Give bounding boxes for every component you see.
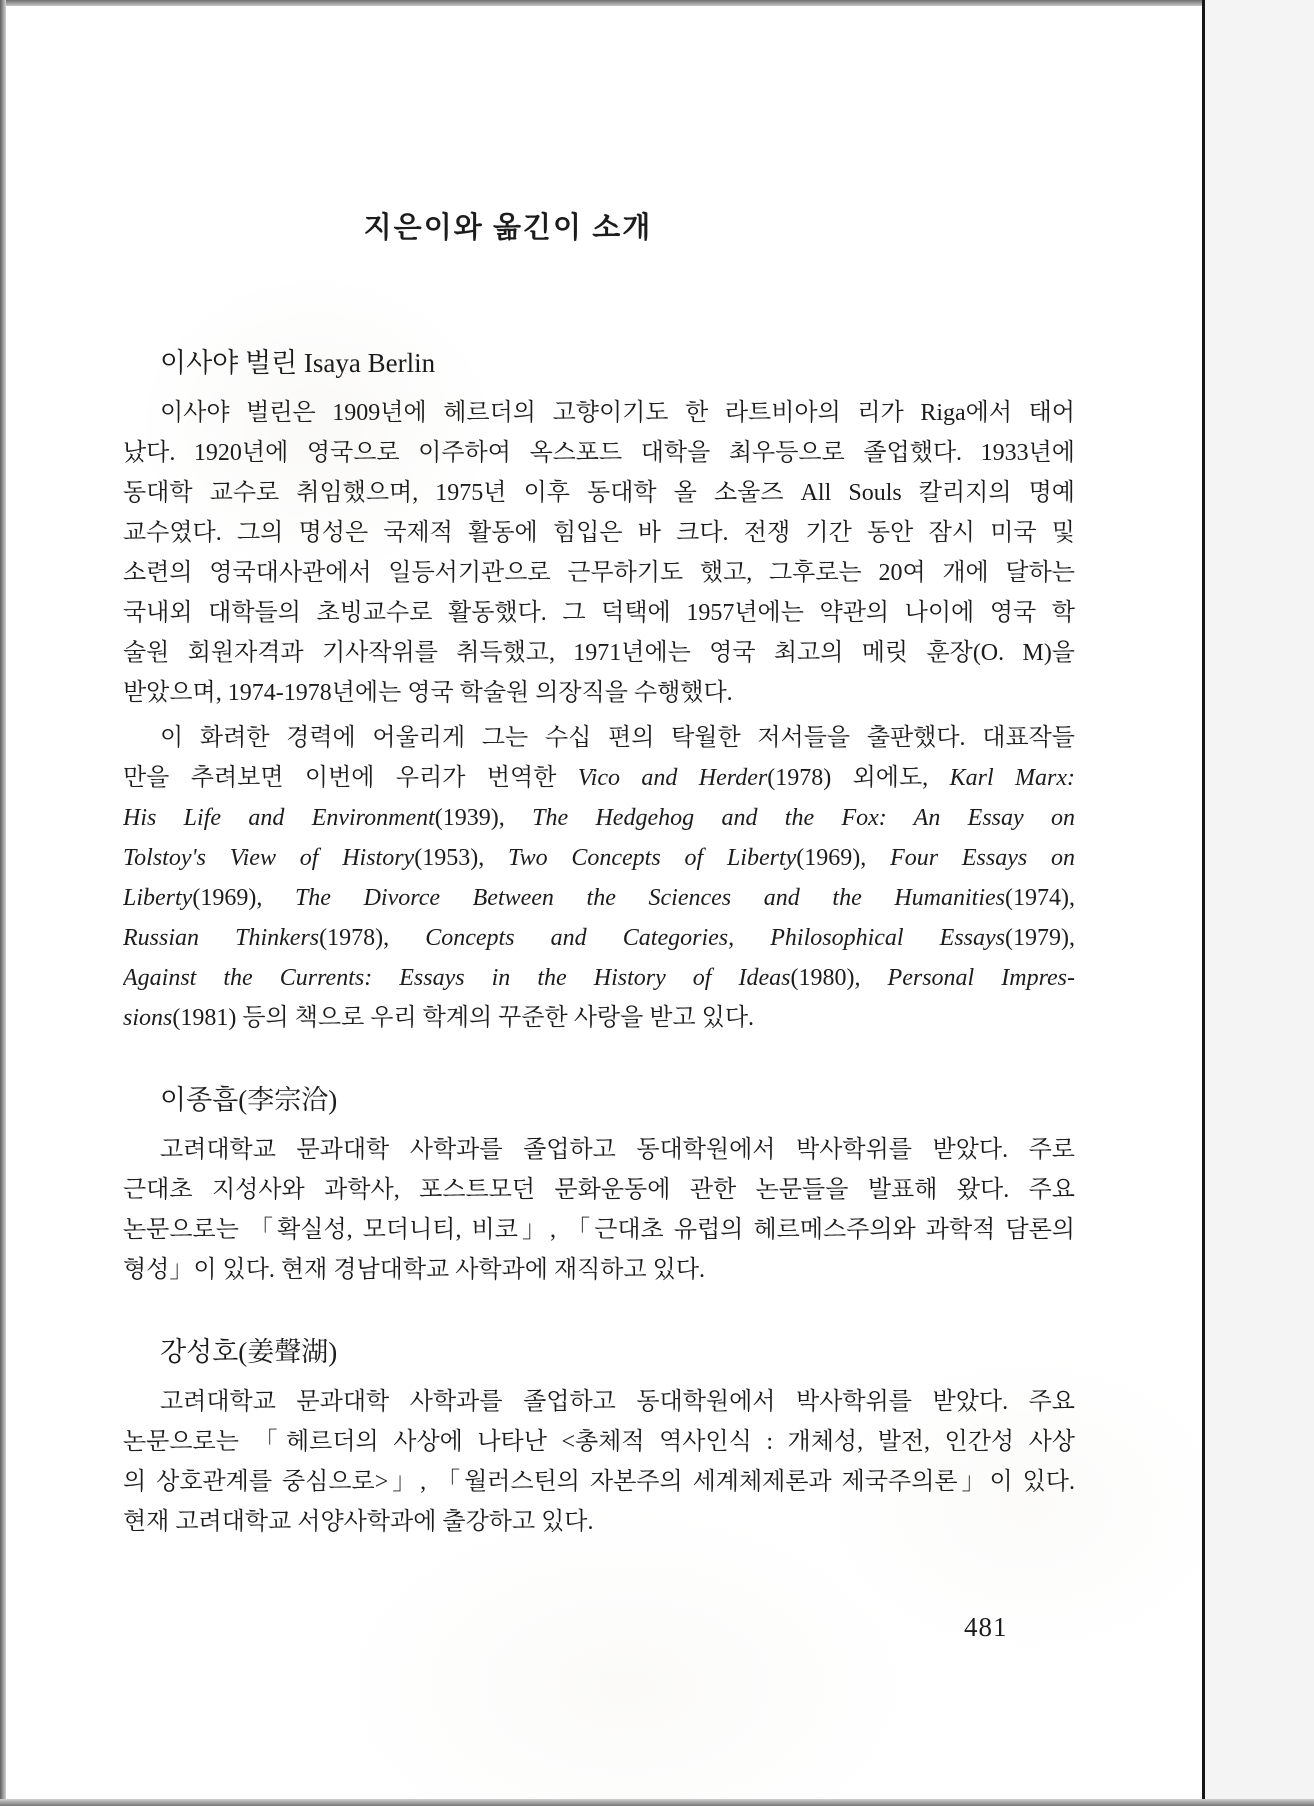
- book-title: His Life and Environment: [123, 805, 435, 831]
- text-run: (1980),: [790, 965, 888, 991]
- text-run: (1969),: [192, 885, 295, 911]
- text-run: (1969),: [796, 845, 891, 871]
- text-line: [123, 1422, 1075, 1462]
- text-run: (1974),: [1005, 885, 1075, 911]
- book-title: The Hedgehog and the Fox: An Essay on: [532, 805, 1075, 831]
- text-run: 소련의 영국대사관에서 일등서기관으로 근무하기도 했고, 그후로는 20여 개에 달하는: [123, 560, 1075, 586]
- section-heading: 이종흡(李宗洽): [160, 1085, 338, 1115]
- scan-right-gutter: [1202, 0, 1314, 1806]
- scan-border-bottom: [0, 1799, 1314, 1806]
- text-run: (1981) 등의 책으로 우리 학계의 꾸준한 사랑을 받고 있다.: [172, 1005, 755, 1031]
- text-run: 논문으로는 「확실성, 모더니티, 비코」, 「근대초 유럽의 헤르메스주의와 과학적 담론의: [123, 1217, 1075, 1243]
- book-title: Two Concepts of Liberty: [508, 845, 797, 871]
- text-line: [123, 838, 1075, 878]
- paragraph: [123, 1130, 1075, 1290]
- text-line: [123, 593, 1075, 633]
- text-run: 이사야 벌린은 1909년에 헤르더의 고향이기도 한 라트비아의 리가 Riga에서 태어: [160, 400, 1075, 426]
- text-run: 났다. 1920년에 영국으로 이주하여 옥스포드 대학을 최우등으로 졸업했다. 1933년에: [123, 440, 1075, 466]
- book-title: Against the Currents: Essays in the History of Ideas: [123, 965, 791, 991]
- text-line: [123, 1170, 1075, 1210]
- text-run: 고려대학교 문과대학 사학과를 졸업하고 동대학원에서 박사학위를 받았다. 주로: [160, 1137, 1075, 1163]
- text-line: [123, 553, 1075, 593]
- text-line: [123, 958, 1075, 998]
- book-title: Liberty: [123, 885, 193, 911]
- text-run: (1953),: [414, 845, 508, 871]
- text-run: (1978),: [319, 925, 426, 951]
- sections-container: [123, 343, 1075, 1584]
- paragraph: [123, 718, 1075, 1038]
- text-run: 교수였다. 그의 명성은 국제적 활동에 힘입은 바 크다. 전쟁 기간 동안 잠시 미국 및: [123, 520, 1075, 546]
- text-run: 이 화려한 경력에 어울리게 그는 수십 편의 탁월한 저서들을 출판했다. 대표작들: [160, 725, 1075, 751]
- paragraph: [123, 393, 1075, 713]
- text-run: 근대초 지성사와 과학사, 포스트모던 문화운동에 관한 논문들을 발표해 왔다. 주요: [123, 1177, 1075, 1203]
- text-line: [123, 918, 1075, 958]
- text-run: 만을 추려보면 이번에 우리가 번역한: [123, 765, 578, 791]
- text-line: [123, 1210, 1075, 1250]
- page-surface: [6, 6, 1202, 1799]
- text-run: 국내외 대학들의 초빙교수로 활동했다. 그 덕택에 1957년에는 약관의 나이에 영국 학: [123, 600, 1075, 626]
- text-run: 받았으며, 1974-1978년에는 영국 학술원 의장직을 수행했다.: [123, 680, 733, 706]
- book-title: Four Essays on: [890, 845, 1075, 871]
- text-run: (1978) 외에도,: [767, 765, 950, 791]
- text-run: 현재 고려대학교 서양사학과에 출강하고 있다.: [123, 1509, 594, 1535]
- text-run: 술원 회원자격과 기사작위를 취득했고, 1971년에는 영국 최고의 메릿 훈장(O. M)을: [123, 640, 1075, 666]
- text-line: [123, 878, 1075, 918]
- text-line: [123, 718, 1075, 758]
- book-title: Vico and Herder: [577, 765, 768, 791]
- text-line: [123, 1462, 1075, 1502]
- text-line: [123, 1502, 1075, 1542]
- text-line: [123, 393, 1075, 433]
- author-section: [123, 1080, 1075, 1290]
- book-title: The Divorce Between the Sciences and the Humanities: [294, 885, 1006, 911]
- section-heading: 이사야 벌린 Isaya Berlin: [160, 348, 436, 378]
- text-run: 동대학 교수로 취임했으며, 1975년 이후 동대학 올 소울즈 All Souls 칼리지의 명예: [123, 480, 1075, 506]
- book-title: Karl Marx:: [949, 765, 1075, 791]
- text-run: 의 상호관계를 중심으로>」, 「월러스틴의 자본주의 세계체제론과 제국주의론」이 있다.: [123, 1469, 1075, 1495]
- paragraph: [123, 1382, 1075, 1542]
- text-line: [123, 673, 1075, 713]
- text-run: (1979),: [1005, 925, 1075, 951]
- text-line: [123, 798, 1075, 838]
- text-line: [123, 473, 1075, 513]
- author-section: [123, 1332, 1075, 1542]
- text-line: [123, 1250, 1075, 1290]
- page-title: 지은이와 옮긴이 소개: [363, 212, 653, 245]
- book-title: sions: [123, 1005, 173, 1031]
- text-line: [123, 1130, 1075, 1170]
- text-run: 형성」이 있다. 현재 경남대학교 사학과에 재직하고 있다.: [123, 1257, 706, 1283]
- book-title: Personal Impres-: [887, 965, 1075, 991]
- text-line: [123, 998, 1075, 1038]
- text-line: [123, 633, 1075, 673]
- text-line: [123, 758, 1075, 798]
- book-title: Russian Thinkers: [123, 925, 320, 951]
- page-number: 481: [964, 1612, 1008, 1642]
- author-section: [123, 343, 1075, 1038]
- section-heading: 강성호(姜聲湖): [160, 1337, 338, 1367]
- text-line: [123, 433, 1075, 473]
- book-title: Concepts and Categories, Philosophical Essays: [425, 925, 1006, 951]
- text-run: (1939),: [434, 805, 533, 831]
- text-line: [123, 1382, 1075, 1422]
- text-line: [123, 513, 1075, 553]
- book-title: Tolstoy's View of History: [123, 845, 415, 871]
- text-run: 논문으로는 「헤르더의 사상에 나타난 <총체적 역사인식 : 개체성, 발전, 인간성 사상: [123, 1429, 1075, 1455]
- text-run: 고려대학교 문과대학 사학과를 졸업하고 동대학원에서 박사학위를 받았다. 주요: [160, 1389, 1075, 1415]
